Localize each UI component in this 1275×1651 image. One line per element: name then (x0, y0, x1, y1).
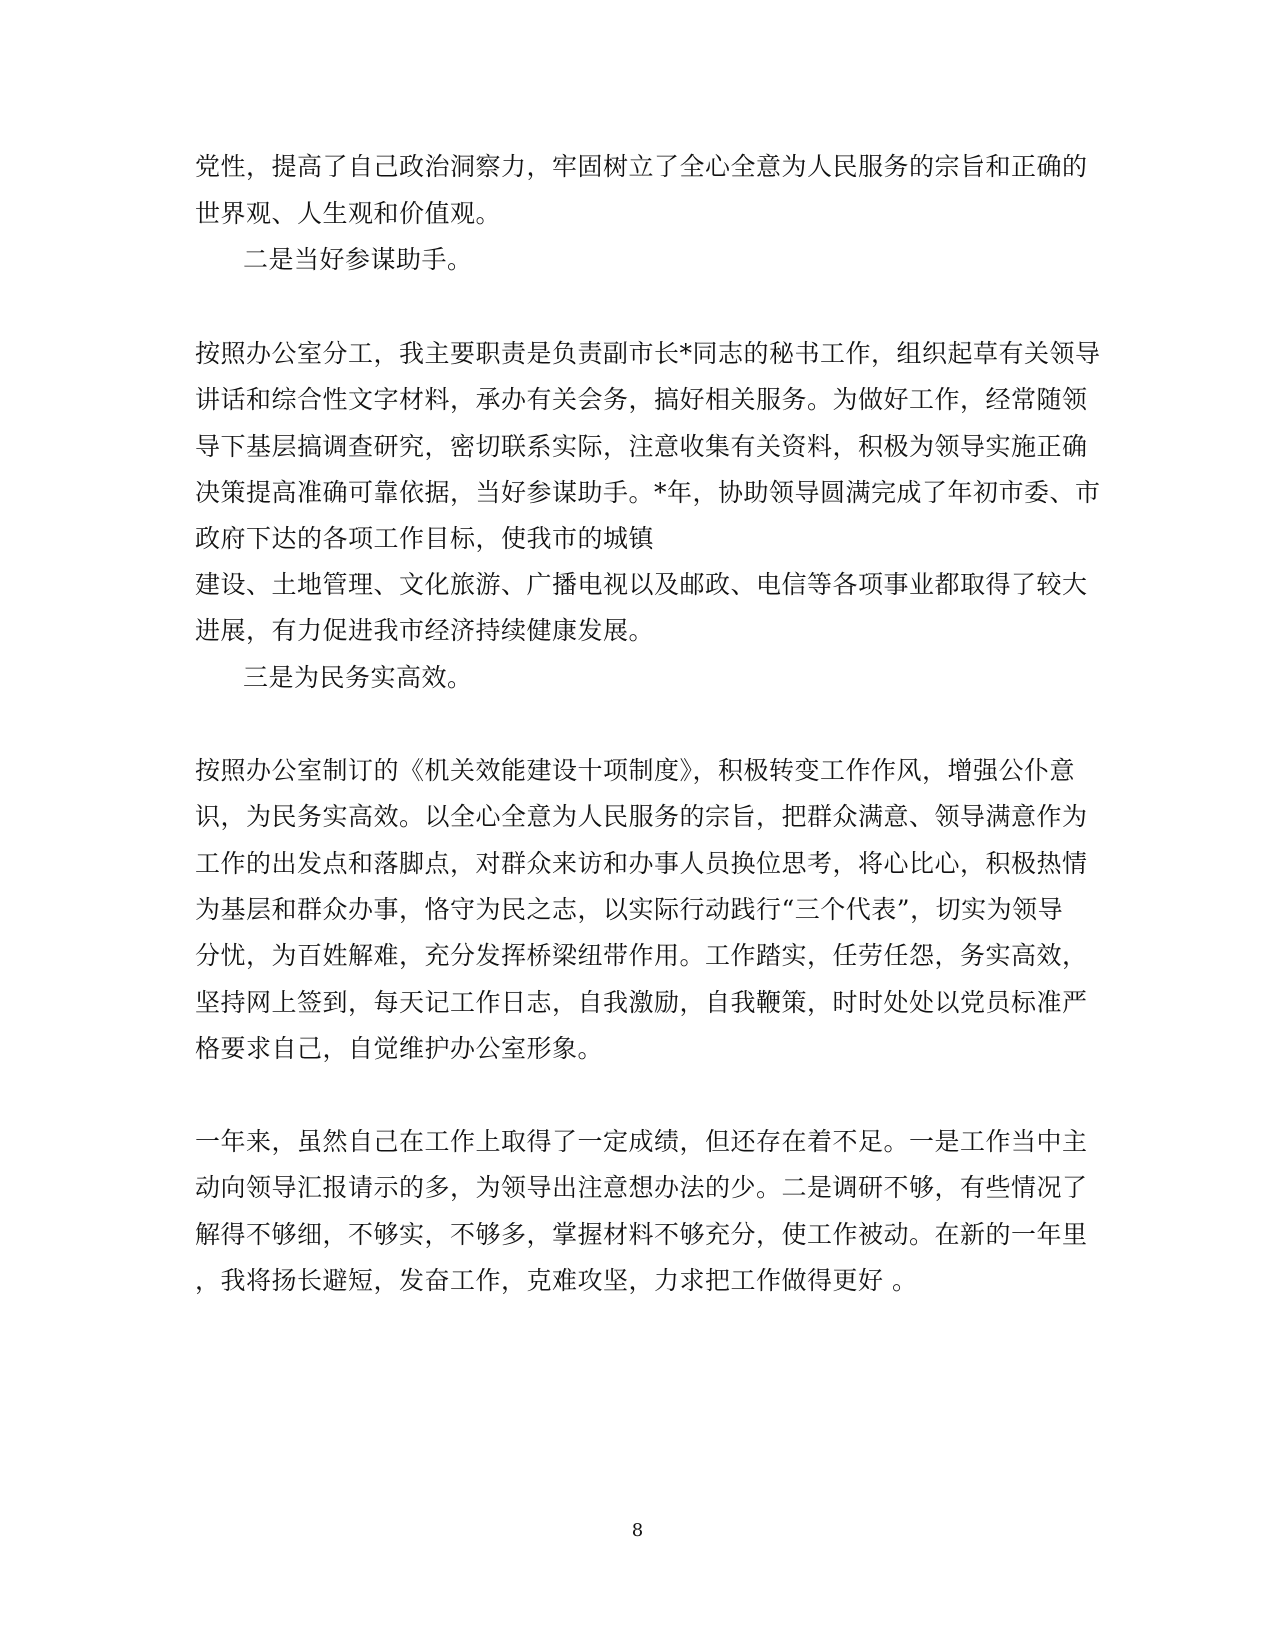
body-text-line: 一年来，虽然自己在工作上取得了一定成绩，但还存在着不足。一是工作当中主 (195, 1127, 1088, 1156)
page-number: 8 (631, 1520, 644, 1541)
body-text-line: 工作的出发点和落脚点，对群众来访和办事人员换位思考，将心比心，积极热情 (195, 849, 1088, 878)
body-text-line: 分忧，为百姓解难，充分发挥桥梁纽带作用。工作踏实，任劳任怨，务实高效， (195, 941, 1088, 970)
body-text-line: 动向领导汇报请示的多，为领导出注意想办法的少。二是调研不够，有些情况了 (195, 1173, 1088, 1202)
body-text-line: 按照办公室分工，我主要职责是负责副市长*同志的秘书工作，组织起草有关领导 (195, 339, 1101, 368)
body-text-line: 解得不够细，不够实，不够多，掌握材料不够充分，使工作被动。在新的一年里 (195, 1220, 1088, 1249)
body-text-line: 建设、土地管理、文化旅游、广播电视以及邮政、电信等各项事业都取得了较大 (195, 570, 1088, 599)
body-text-line: 决策提高准确可靠依据，当好参谋助手。*年，协助领导圆满完成了年初市委、市 (195, 478, 1101, 507)
body-text-line: 按照办公室制订的《机关效能建设十项制度》，积极转变工作作风，增强公仆意 (195, 756, 1076, 785)
body-text-line: 为基层和群众办事，恪守为民之志，以实际行动践行“三个代表”，切实为领导 (195, 895, 1064, 924)
body-text-line: 世界观、人生观和价值观。 (195, 199, 502, 228)
body-text-line: ，我将扬长避短，发奋工作，克难攻坚，力求把工作做得更好 。 (195, 1266, 918, 1295)
body-text-line: 导下基层搞调查研究，密切联系实际，注意收集有关资料，积极为领导实施正确 (195, 432, 1088, 461)
body-text-line: 讲话和综合性文字材料，承办有关会务，搞好相关服务。为做好工作，经常随领 (195, 385, 1088, 414)
section-heading: 二是当好参谋助手。 (243, 245, 473, 274)
body-text-line: 党性，提高了自己政治洞察力，牢固树立了全心全意为人民服务的宗旨和正确的 (195, 152, 1088, 181)
section-heading: 三是为民务实高效。 (243, 663, 473, 692)
body-text-line: 进展，有力促进我市经济持续健康发展。 (195, 616, 655, 645)
body-text-line: 格要求自己，自觉维护办公室形象。 (195, 1034, 604, 1063)
body-text-line: 坚持网上签到，每天记工作日志，自我激励，自我鞭策，时时处处以党员标准严 (195, 988, 1088, 1017)
body-text-line: 识，为民务实高效。以全心全意为人民服务的宗旨，把群众满意、领导满意作为 (195, 802, 1088, 831)
body-text-line: 政府下达的各项工作目标，使我市的城镇 (195, 524, 655, 553)
